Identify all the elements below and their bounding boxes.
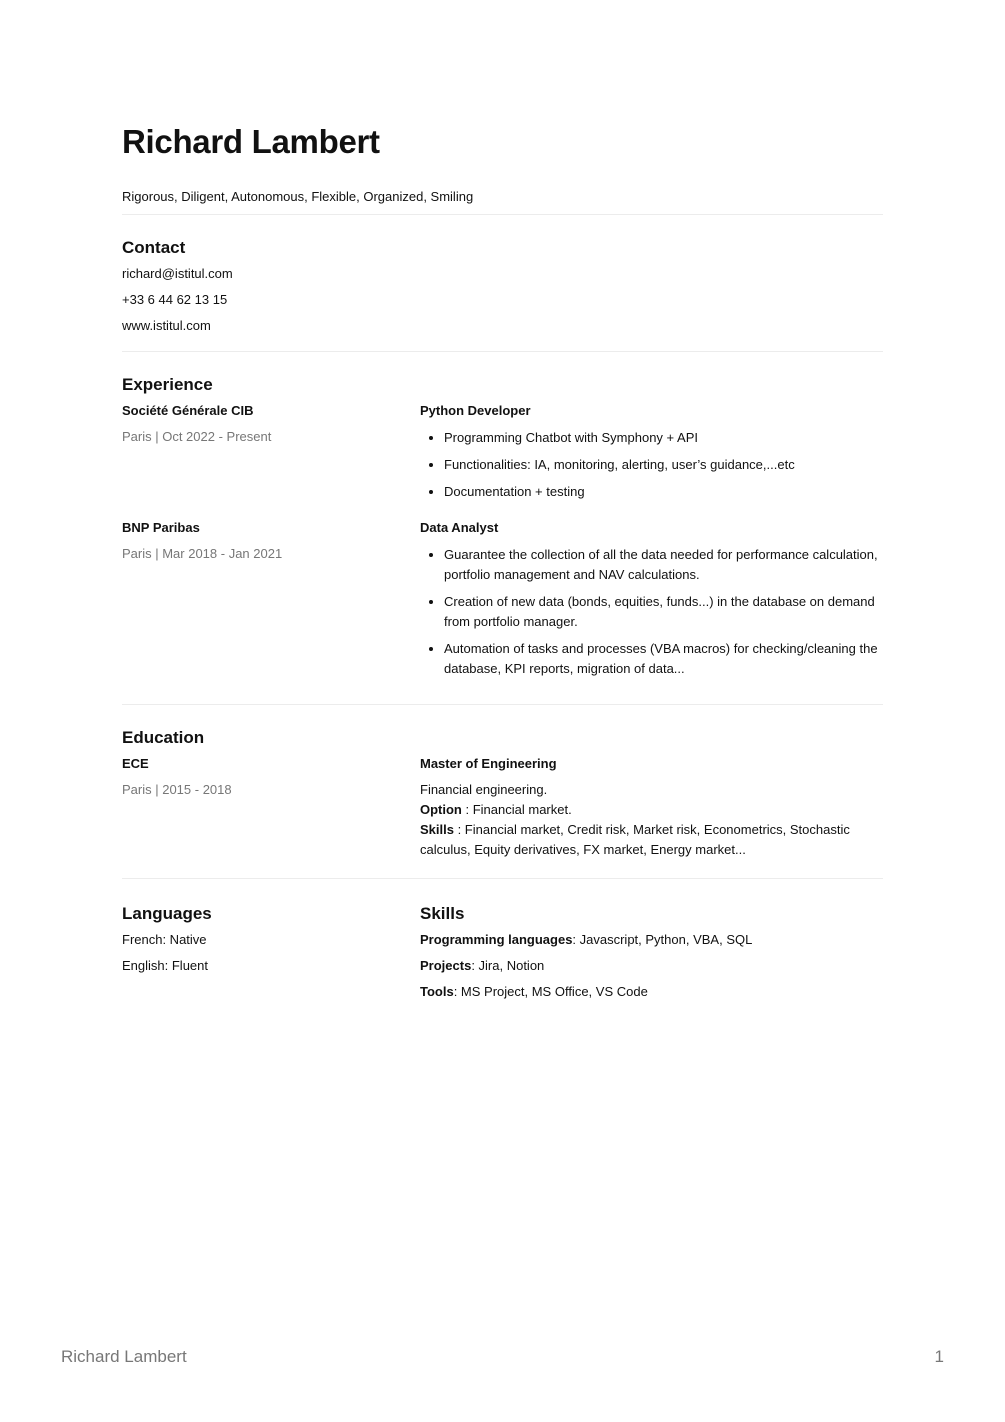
experience-company: Société Générale CIB <box>122 403 254 418</box>
experience-company: BNP Paribas <box>122 520 200 535</box>
education-option-label: Option <box>420 802 462 817</box>
footer-page-number: 1 <box>934 1347 944 1366</box>
education-section <box>122 705 883 878</box>
section-title-skills: Skills <box>420 904 465 923</box>
footer-name: Richard Lambert <box>61 1347 187 1366</box>
skills-section <box>420 903 883 1009</box>
education-option <box>420 800 883 820</box>
skill-value: : MS Project, MS Office, VS Code <box>453 984 648 999</box>
skill-label: Tools <box>420 984 454 999</box>
section-title-languages: Languages <box>122 904 212 923</box>
education-skills-value: : Financial market, Credit risk, Market risk, Econometrics, Stochastic calculus, Equity derivatives, FX market, Energy market... <box>420 822 850 857</box>
languages-section <box>122 903 420 1009</box>
experience-role: Data Analyst <box>420 520 499 535</box>
experience-bullet: • Functionalities: IA, monitoring, alerting, user’s guidance,...etc <box>444 455 883 475</box>
experience-item <box>122 519 883 686</box>
experience-bullet: • Guarantee the collection of all the data needed for performance calculation, portfolio management and NAV calculations. <box>444 545 883 585</box>
experience-meta: Paris | Mar 2018 - Jan 2021 <box>122 546 283 561</box>
education-description <box>420 780 883 860</box>
education-school: ECE <box>122 756 149 771</box>
education-option-value: : Financial market. <box>461 802 572 817</box>
languages-skills-section <box>122 879 883 1017</box>
education-degree: Master of Engineering <box>420 756 557 771</box>
section-title-education: Education <box>122 728 205 747</box>
education-item <box>122 755 883 860</box>
resume-page <box>122 120 883 1017</box>
experience-bullets <box>420 428 883 502</box>
language-item: English: Fluent <box>122 958 208 973</box>
skill-item <box>420 983 883 1001</box>
contact-website: www.istitul.com <box>122 318 211 333</box>
skill-label: Programming languages <box>420 932 573 947</box>
experience-section <box>122 352 883 704</box>
experience-bullet: • Creation of new data (bonds, equities, funds...) in the database on demand from portfolio manager. <box>444 592 883 632</box>
experience-meta: Paris | Oct 2022 - Present <box>122 429 272 444</box>
tagline: Rigorous, Diligent, Autonomous, Flexible, Organized, Smiling <box>122 189 474 204</box>
education-skills-label: Skills <box>420 822 454 837</box>
experience-bullets <box>420 545 883 679</box>
contact-email: richard@istitul.com <box>122 266 233 281</box>
experience-bullet: • Automation of tasks and processes (VBA macros) for checking/cleaning the database, KPI reports, migration of data... <box>444 639 883 679</box>
contact-phone: +33 6 44 62 13 15 <box>122 292 228 307</box>
resume-name: Richard Lambert <box>122 123 380 160</box>
experience-bullet: • Programming Chatbot with Symphony + API <box>444 428 883 448</box>
experience-item <box>122 402 883 509</box>
education-meta: Paris | 2015 - 2018 <box>122 782 232 797</box>
section-title-contact: Contact <box>122 238 186 257</box>
skill-value: : Javascript, Python, VBA, SQL <box>572 932 753 947</box>
skill-value: : Jira, Notion <box>471 958 545 973</box>
skill-item <box>420 957 883 975</box>
skill-label: Projects <box>420 958 472 973</box>
education-skills <box>420 820 883 860</box>
language-item: French: Native <box>122 932 207 947</box>
education-desc-line: Financial engineering. <box>420 782 548 797</box>
experience-bullet: • Documentation + testing <box>444 482 883 502</box>
section-title-experience: Experience <box>122 375 213 394</box>
contact-section <box>122 215 883 351</box>
experience-role: Python Developer <box>420 403 531 418</box>
skill-item <box>420 931 883 949</box>
